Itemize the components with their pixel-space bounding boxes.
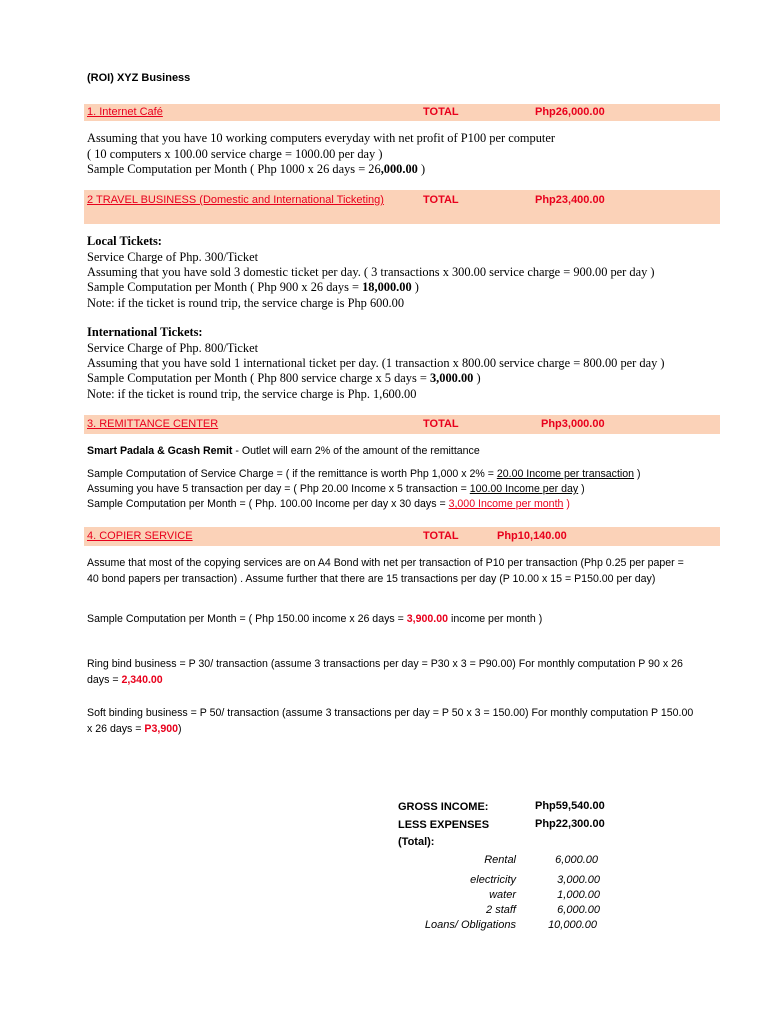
section3-line3	[87, 498, 570, 510]
local-tickets-line1: Service Charge of Php. 300/Ticket	[87, 250, 259, 264]
section4-p4-line1: Soft binding business = P 50/ transaction (assume 3 transactions per day = P 50 x 3 = 150.00) For monthly computation P 150.00	[87, 707, 694, 719]
s4-p4b-red: P3,900	[144, 723, 178, 735]
section4-p4-line2	[87, 723, 182, 735]
s3-l3-red: 3,000 Income per month	[448, 498, 564, 510]
intl-l3-post: )	[473, 371, 481, 385]
local-tickets-title: Local Tickets:	[87, 234, 162, 248]
s4-p2-post: income per month )	[448, 613, 543, 625]
section2-heading: 2 TRAVEL BUSINESS (Domestic and International Ticketing)	[87, 194, 384, 206]
section1-sample-pre: Sample Computation per Month ( Php 1000 x 26 days = 26	[87, 162, 381, 176]
s4-p2-red: 3,900.00	[406, 613, 449, 625]
s3-l1-post: )	[634, 468, 641, 480]
section3-total: Php3,000.00	[541, 418, 605, 430]
local-l3-pre: Sample Computation per Month ( Php 900 x 26 days =	[87, 280, 363, 294]
expense-label-staff: 2 staff	[486, 904, 516, 916]
expense-label-loans: Loans/ Obligations	[424, 919, 516, 931]
section3-intro-rest: - Outlet will earn 2% of the amount of the remittance	[232, 445, 480, 457]
section1-band	[84, 104, 720, 121]
s3-l1-u: 20.00 Income per transaction	[496, 468, 635, 480]
expense-value-loans: 10,000.00	[548, 919, 597, 931]
intl-l3-bold: 3,000.00	[429, 371, 474, 385]
local-tickets-line3	[87, 280, 419, 295]
less-expenses-label: LESS EXPENSES	[398, 819, 490, 831]
s3-l2-post: )	[578, 483, 585, 495]
section2-total: Php23,400.00	[535, 194, 605, 206]
section3-heading: 3. REMITTANCE CENTER	[87, 418, 219, 430]
total-label: (Total):	[398, 836, 435, 848]
local-tickets-line2: Assuming that you have sold 3 domestic ticket per day. ( 3 transactions x 300.00 service charge = 900.00 per day )	[87, 265, 655, 279]
s4-p3b-red: 2,340.00	[121, 674, 163, 686]
s3-l3-post: )	[563, 498, 570, 510]
section1-total-label: TOTAL	[423, 106, 459, 118]
expense-label-electricity: electricity	[470, 874, 516, 886]
section4-total-label: TOTAL	[423, 530, 459, 542]
expense-value-staff: 6,000.00	[557, 904, 600, 916]
section4-total: Php10,140.00	[497, 530, 567, 542]
s4-p2-pre: Sample Computation per Month = ( Php 150.00 income x 26 days =	[87, 613, 407, 625]
section4-p2	[87, 613, 542, 625]
expense-value-water: 1,000.00	[557, 889, 600, 901]
section4-p1-line2: 40 bond papers per transaction) . Assume further that there are 15 transactions per day (P 10.00 x 15 = P150.00 per day)	[87, 573, 656, 585]
section1-heading: 1. Internet Café	[87, 106, 163, 118]
intl-tickets-title: International Tickets:	[87, 325, 203, 339]
s3-l3-pre: Sample Computation per Month = ( Php. 100.00 Income per day x 30 days =	[87, 498, 449, 510]
gross-income-value: Php59,540.00	[535, 800, 605, 812]
section4-heading: 4. COPIER SERVICE	[87, 530, 193, 542]
section3-line2	[87, 483, 585, 495]
expense-value-rental: 6,000.00	[555, 854, 598, 866]
expense-label-water: water	[489, 889, 516, 901]
intl-l3-pre: Sample Computation per Month ( Php 800 service charge x 5 days =	[87, 371, 430, 385]
section1-sample-post: )	[417, 162, 426, 176]
expense-value-electricity: 3,000.00	[557, 874, 600, 886]
s3-l2-u: 100.00 Income per day	[469, 483, 579, 495]
section1-total: Php26,000.00	[535, 106, 605, 118]
gross-income-label: GROSS INCOME:	[398, 801, 489, 813]
section1-sample	[87, 162, 425, 177]
intl-tickets-note: Note: if the ticket is round trip, the service charge is Php. 1,600.00	[87, 387, 417, 401]
less-expenses-value: Php22,300.00	[535, 818, 605, 830]
section4-p3-line2	[87, 674, 163, 686]
section1-line1: Assuming that you have 10 working computers everyday with net profit of P100 per computer	[87, 131, 555, 145]
s4-p3b-pre: days =	[87, 674, 122, 686]
section3-intro-bold: Smart Padala & Gcash Remit	[87, 445, 233, 457]
section3-line1	[87, 468, 641, 480]
local-l3-bold: 18,000.00	[362, 280, 412, 294]
s4-p4b-post: )	[178, 723, 182, 735]
section4-p3-line1: Ring bind business = P 30/ transaction (assume 3 transactions per day = P30 x 3 = P90.00) For monthly computation P 90 x 26	[87, 658, 683, 670]
local-tickets-note: Note: if the ticket is round trip, the service charge is Php 600.00	[87, 296, 405, 310]
intl-tickets-line1: Service Charge of Php. 800/Ticket	[87, 341, 259, 355]
intl-tickets-line3	[87, 371, 481, 386]
section1-line2: ( 10 computers x 100.00 service charge = 1000.00 per day )	[87, 147, 383, 161]
local-l3-post: )	[411, 280, 419, 294]
section2-total-label: TOTAL	[423, 194, 459, 206]
expense-label-rental: Rental	[484, 854, 516, 866]
s3-l1-pre: Sample Computation of Service Charge = ( if the remittance is worth Php 1,000 x 2% =	[87, 468, 497, 480]
section3-total-label: TOTAL	[423, 418, 459, 430]
section4-p1-line1: Assume that most of the copying services are on A4 Bond with net per transaction of P10 per transaction (Php 0.25 per paper =	[87, 557, 684, 569]
section3-intro	[87, 445, 480, 457]
doc-title: (ROI) XYZ Business	[87, 72, 191, 84]
s4-p4b-pre: x 26 days =	[87, 723, 145, 735]
s3-l2-pre: Assuming you have 5 transaction per day = ( Php 20.00 Income x 5 transaction =	[87, 483, 470, 495]
section1-sample-bold: ,000.00	[380, 162, 418, 176]
intl-tickets-line2: Assuming that you have sold 1 international ticket per day. (1 transaction x 800.00 service charge = 800.00 per day )	[87, 356, 665, 370]
